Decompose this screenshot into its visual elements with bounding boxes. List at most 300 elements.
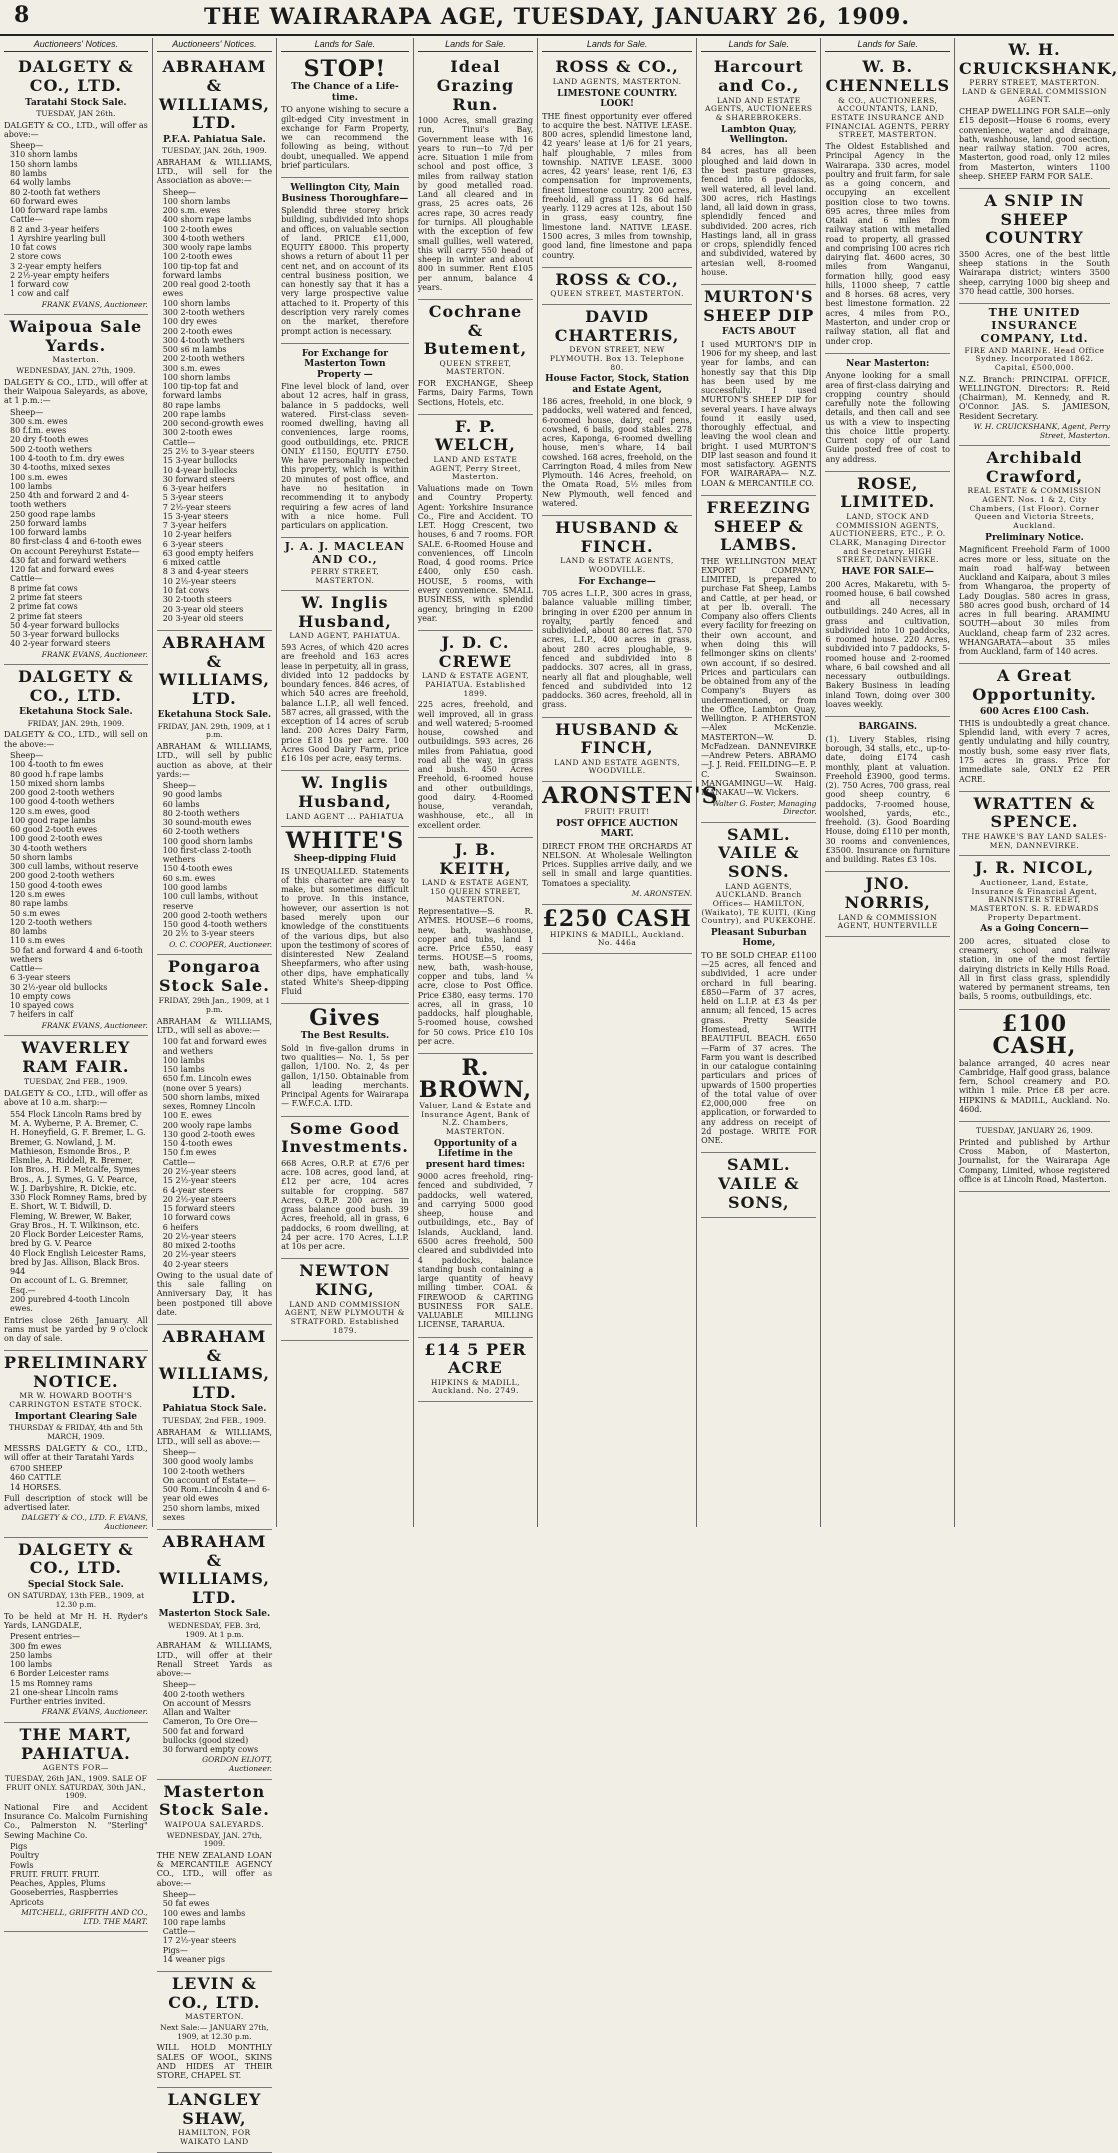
ad-item: Gooseberries, Raspberries — [10, 1888, 118, 1898]
ad-subheading: Valuer, Land & Estate and Insurance Agent, Bank of N.Z. Chambers, MASTERTON. — [419, 1101, 532, 1137]
ad-item: 10 2-year heifers — [162, 530, 232, 540]
ad-item: 10 spayed cows — [10, 1001, 74, 1011]
ad-date: Next Sale:— JANUARY 27th, 1909, at 12.30 p.m. — [160, 2022, 269, 2041]
column-header: Lands for Sale. — [825, 38, 950, 52]
ad-title: As a Going Concern— — [980, 924, 1089, 935]
advertisement — [542, 516, 692, 717]
ad-item: 300 fm ewes — [10, 1641, 62, 1651]
ad-date: THURSDAY & FRIDAY, 4th and 5th MARCH, 1909. — [8, 1423, 143, 1441]
ad-subheading: LAND AND ESTATE AGENTS, AUCTIONEERS & SHAREBROKERS. — [705, 95, 813, 122]
ad-item: 200 rape lambs — [162, 409, 226, 419]
ad-heading: W. B. CHENNELLS — [825, 57, 950, 95]
ad-subheading: LAND AGENT, PAHIATUA. — [289, 631, 401, 641]
column-3 — [277, 38, 414, 1527]
ad-item: 30 sound-mouth ewes — [162, 818, 252, 828]
ad-subheading: LAND AND ESTATE AGENT, Perry Street, Masterton. — [429, 455, 521, 482]
column-header: Auctioneers' Notices. — [4, 38, 148, 52]
ad-item: 50 shorn lambs — [10, 852, 73, 862]
ad-item: 21 one-shear Lincoln rams — [10, 1687, 119, 1697]
ad-date: ON SATURDAY, 13th FEB., 1909, at 12.30 p.m. — [7, 1591, 145, 1610]
ad-body: To be held at Mr H. H. Ryder's Yards, LANGDALE, — [4, 1611, 148, 1631]
ad-item-list — [4, 141, 148, 299]
ad-heading: Waipoua Sale Yards. — [9, 317, 143, 355]
ad-body: THE NEW ZEALAND LOAN & MERCANTILE AGENCY CO., LTD., will offer as above:— — [156, 1850, 273, 1888]
ad-heading: R. BROWN, — [418, 1055, 532, 1104]
ad-title: The Chance of a Life-time. — [291, 82, 399, 103]
ad-heading: WRATTEN & SPENCE. — [973, 793, 1096, 832]
ad-date: FRIDAY, 29th Jan., 1909, at 1 p.m. — [158, 996, 271, 1015]
advertisement — [418, 415, 533, 631]
column-5 — [538, 38, 719, 1527]
ad-heading: Some Good Investments. — [281, 1118, 409, 1157]
ad-item: 400 2-tooth wethers — [162, 1689, 245, 1699]
ad-heading: Gives — [309, 1005, 381, 1032]
ad-title: Lambton Quay, Wellington. — [721, 124, 797, 146]
ad-item: 650 f.m. Lincoln ewes (none over 5 years) — [162, 1074, 252, 1093]
ad-item: 200 purebred 4-tooth Lincoln ewes. — [10, 1295, 130, 1314]
advertisement — [281, 538, 409, 591]
ad-heading: MURTON'S SHEEP DIP — [703, 287, 815, 325]
ad-item: 50 fat and forward 4 and 6-tooth wethers — [10, 945, 143, 964]
ad-item: 14 HORSES. — [10, 1482, 62, 1492]
ad-item: Sheep— — [10, 141, 44, 151]
ad-item: On account of Estate— — [162, 1475, 256, 1485]
column-4 — [414, 38, 538, 1527]
ad-item: 15 3-year steers — [162, 511, 229, 521]
ad-item: 120 s.m ewes, good — [10, 806, 90, 816]
ad-date: TUESDAY, JAN. 26th, 1909. — [162, 146, 267, 156]
ad-subheading: LAND AGENTS, MASTERTON. — [552, 76, 682, 86]
ad-title: Masterton Stock Sale. — [158, 1609, 271, 1620]
ad-item: 100 4-tooth to fm ewes — [10, 760, 104, 770]
advertisement — [542, 782, 719, 905]
ad-item: 60 forward ewes — [10, 196, 78, 206]
ad-signature: W. H. CRUICKSHANK, Agent, Perry Street, Masterton. — [973, 421, 1110, 440]
ad-heading: ROSS & CO., — [555, 269, 679, 289]
ad-heading: A SNIP IN SHEEP COUNTRY — [984, 191, 1085, 248]
ad-item: 10 2½-year steers — [162, 576, 237, 586]
ad-item: 100 rape lambs — [162, 1917, 226, 1927]
page-number: 8 — [14, 2, 30, 28]
ad-subheading: Auctioneer, Land, Estate, Insurance & Financial Agent, BANNISTER STREET, MASTERTON. S. R. EDWARDS Property Department. — [969, 877, 1100, 922]
column-1 — [0, 38, 153, 1926]
ad-title: Important Clearing Sale — [14, 1411, 138, 1422]
advertisement — [959, 189, 1110, 304]
advertisement — [418, 1054, 533, 1338]
ad-heading: W. Inglis Husband, — [298, 773, 392, 811]
ad-heading: WAVERLEY RAM FAIR. — [21, 1038, 131, 1076]
ad-subheading: LAND AGENT ... PAHIATUA — [285, 811, 404, 821]
ad-item: 500 Rom.-Lincoln 4 and 6-year old ewes — [162, 1485, 270, 1504]
ad-item: 100 2-tooth ewes — [162, 252, 233, 262]
ad-item: 60 2-tooth wethers — [162, 827, 240, 837]
ad-item: 200 good 2-tooth wethers — [10, 788, 115, 798]
ad-subheading: PERRY STREET, MASTERTON. — [310, 566, 380, 585]
ad-body: 225 acres, freehold, and well improved, all in grass and well watered; 5-roomed house, cowshed and outbuildings. 593 acres, 26 miles from Pahiatua, good road all the way, in grass and bush. 450 Acres Freehold, 6-roomed house and other outbuildings, good dairy. 4-Roomed house, verandah, washhouse, etc., all in excellent order. — [417, 700, 534, 830]
ad-item: 200 2-tooth wethers — [162, 354, 245, 364]
ad-body: Valuations made on Town and Country Property. Agent: Yorkshire Insurance Co., Fire and Accident. TO LET. Hogg Crescent, two houses, 6 and 7 rooms. FOR SALE. 6-Roomed House and conveniences, off Lincoln Road, 4 good rooms. Price £400, only £50 cash. HOUSE, 5 rooms, with every convenience. SMALL BUSINESS, with splendid agency, bringing in £200 year. — [417, 484, 534, 623]
ad-subheading: HIPKINS & MADILL, Auckland. No. 446a — [549, 929, 685, 948]
ad-item: 8 prime fat cows — [10, 583, 78, 593]
ad-item: 15 forward steers — [162, 1204, 235, 1214]
advertisement — [701, 823, 816, 1154]
ad-item: 300 good wooly lambs — [162, 1457, 254, 1467]
ad-subheading: LAND & ESTATE AGENTS, WOODVILLE. — [560, 556, 674, 575]
ad-item: 300 4-tooth wethers — [162, 233, 245, 243]
ad-item: 2 2½-year empty heifers — [10, 270, 110, 280]
advertisement — [157, 1780, 272, 1972]
ad-item: 80 rape lambs — [162, 400, 221, 410]
ad-heading: Ideal Grazing Run. — [436, 57, 515, 114]
ad-item: 6700 SHEEP — [10, 1464, 63, 1474]
ad-item: 80 mixed 2-tooths — [162, 1241, 236, 1251]
ad-signature: FRANK EVANS, Auctioneer. — [41, 649, 148, 659]
ad-body: 186 acres, freehold, in one block, 9 paddocks, well watered and fenced, 6-roomed house, dairy, calf pens, cowshed, 6 bails, good stables. 278 acres, Kaponga, 6-roomed dwelling house, men's whare, 14 bail cowshed. 168 acres, freehold, on the Carrington Road, 4 miles from New Plymouth. 146 Acres, freehold, on the Omata Road, 5½ miles from New Plymouth, well fenced and watered. — [542, 397, 693, 508]
ad-subheading: LAND & ESTATE AGENT, 150 QUEEN STREET, MASTERTON. — [421, 878, 530, 905]
ad-body: I used MURTON'S DIP in 1906 for my sheep, and last year for lambs, and can honestly say that this Dip has been used by me successfully. I used MURTON'S SHEEP DIP for several years. I have always found it easily used, thoroughly effectual, and leaving the wool clean and bright. I used MURTON'S DIP last season and found it most satisfactory. AGENTS FOR WAIRARAPA— N.Z. LOAN & MERCANTILE CO. — [701, 339, 817, 488]
ad-item: 100 first-class 2-tooth wethers — [162, 845, 252, 865]
ad-heading: Pongaroa Stock Sale. — [159, 957, 270, 995]
ad-item-list — [157, 1448, 272, 1522]
advertisement — [4, 1538, 148, 1723]
ad-item: 150 4-tooth ewes — [162, 864, 233, 874]
ad-heading: ABRAHAM & WILLIAMS, LTD. — [158, 1532, 270, 1607]
ad-item: 1 forward cow — [10, 280, 69, 290]
ad-item: 200 second-growth ewes — [162, 419, 264, 429]
ad-date: WEDNESDAY, JAN. 27th, 1909. — [16, 366, 136, 376]
ad-item: 20 3-year old steers — [162, 613, 244, 623]
advertisement — [4, 1351, 148, 1538]
ad-item: Cattle— — [162, 437, 196, 447]
ad-item: 2 prime fat steers — [10, 611, 83, 621]
ad-body: 3500 Acres, one of the best little sheep stations in the South Wairarapa district; winters 3500 sheep, carrying 1000 big sheep and 370 head cattle, 300 horses. — [959, 249, 1110, 296]
ad-item: 60 good 2-tooth ewes — [10, 825, 98, 835]
ad-item: 120 2-tooth wethers — [10, 917, 92, 927]
ad-subheading: HAMILTON, FOR WAIKATO LAND — [178, 2128, 251, 2147]
ad-heading: J. A. J. MACLEAN AND CO., — [284, 540, 406, 567]
ad-heading: THE UNITED INSURANCE COMPANY, Ltd. — [980, 306, 1089, 345]
ad-body: Sold in five-gallon drums in two qualities— No. 1, 5s per gallon, 1/100. No. 2, 4s per gallon, 1/150. Obtainable from all leading merchants. Principal Agents for Wairarapa— F.W.F.C.A. LTD. — [281, 1043, 409, 1109]
ad-item: 500 shorn lambs, mixed sexes, Romney Lincoln — [162, 1092, 260, 1112]
ad-item: 20 2½-year steers — [162, 1194, 237, 1204]
ad-body: WILL HOLD MONTHLY SALES OF WOOL, SKINS AND HIDES AT THEIR STORE, CHAPEL ST. — [156, 2043, 273, 2081]
ad-heading: PRELIMINARY NOTICE. — [4, 1353, 148, 1391]
ad-item: 150 shorn lambs — [10, 159, 78, 169]
ad-item-list — [4, 1842, 148, 1907]
ad-item: Sheep— — [162, 781, 196, 791]
ad-item: 90 good lambs — [162, 790, 222, 800]
ad-date: WEDNESDAY, FEB. 3rd, 1909. At 1 p.m. — [168, 1620, 261, 1639]
ad-body: 84 acres, has all been ploughed and laid down in the best pasture grasses, fenced into 6 paddocks, well watered, all level land. 300 acres, rich Hastings land, all laid down in grass, splendidly fenced and subdivided. 200 acres, rich Hastings land, all in grass or crops, splendidly fenced and subdivided, watered by artesian well, 8-roomed house. — [701, 147, 817, 277]
ad-item: 1 Ayrshire yearling bull — [10, 233, 106, 243]
ad-item: 30 forward empty cows — [162, 1745, 259, 1755]
advertisement — [959, 446, 1110, 664]
column-header: Auctioneers' Notices. — [157, 38, 272, 52]
advertisement — [157, 1530, 272, 1780]
ad-body: Magnificent Freehold Farm of 1000 acres more or less, situate on the main road half-way between Auckland and Kaipara, about 3 miles from Whangaroa, the property of Lady Douglas. 580 acres in grass, 580 acres good bush, orchard of 14 acres in full bearing. ARAMIMU SOUTH—about 30 miles from Auckland, cheap farm of 232 acres. WHANGARATA—about 35 miles from Auckland, farm of 140 acres. — [959, 545, 1110, 657]
ad-item: 300 cull lambs, without reserve — [10, 862, 139, 872]
ad-body: ABRAHAM & WILLIAMS, LTD., will sell for the Association as above:— — [156, 157, 273, 186]
ad-item: 5 3-year steers — [162, 493, 224, 503]
ad-item: Poultry — [10, 1851, 40, 1861]
advertisement — [825, 55, 950, 353]
ad-title: P.F.A. Pahiatua Sale. — [163, 134, 266, 145]
ad-heading: W. H. CRUICKSHANK, — [959, 40, 1118, 78]
advertisement — [281, 344, 409, 539]
column-header: Lands for Sale. — [701, 38, 816, 52]
ad-title: POST OFFICE AUCTION MART. — [556, 818, 679, 840]
advertisement — [281, 178, 409, 344]
advertisement — [959, 38, 1118, 189]
ad-item: 10 fat cows — [162, 585, 210, 595]
ad-item: Peaches, Apples, Plums — [10, 1879, 106, 1889]
ad-item-list — [157, 1680, 272, 1754]
advertisement — [418, 1338, 533, 1402]
advertisement — [542, 905, 692, 954]
ad-item: 150 mixed shorn lambs — [10, 778, 105, 788]
ad-heading: A Great Opportunity. — [972, 666, 1097, 704]
ad-date: TUESDAY, 2nd FEB., 1909. — [162, 1415, 267, 1425]
ad-item: 100 fat and forward ewes and wethers — [162, 1037, 267, 1056]
ad-item: 80 good h.f rape lambs — [10, 769, 104, 779]
advertisement — [157, 1325, 272, 1530]
advertisement — [281, 55, 409, 178]
ad-item: 150 f.m ewes — [162, 1148, 217, 1158]
ad-item: 100 tip-top fat and forward lambs — [162, 261, 239, 280]
ad-body: IS UNEQUALLED. Statements of this character are easy to make, but sometimes difficult to prove. In this instance, however, our assertion is not based merely upon our knowledge of the constituents of the various dips, but also upon the testimony of scores of disinterested New Zealand Sheepfarmers, who after using other dips, have emphatically stated White's Sheep-dipping Fluid — [281, 866, 409, 997]
ad-body: 200 Acres, Makaretu, with 5-roomed house, 6 bail cowshed and all necessary outbuildings. 240 Acres, all in grass and cultivation, subdivided into 10 paddocks, 6 roomed house. 220 Acres, subdivided into 7 paddocks, 5-roomed house and 2-roomed whare, 6 bail cowshed and all necessary outbuildings. Bakery Business in leading inland Town, doing over 300 loaves weekly. — [825, 579, 950, 710]
ad-signature: MITCHELL, GRIFFITH AND CO., LTD. THE MART. — [21, 1907, 148, 1926]
advertisement — [959, 856, 1110, 1009]
ad-item: 80 rape lambs — [10, 899, 68, 909]
ad-item: 200 s.m. ewes — [162, 206, 221, 216]
newspaper-title: THE WAIRARAPA AGE, TUESDAY, JANUARY 26, 1909. — [204, 4, 910, 30]
ad-item: Further entries invited. — [10, 1697, 106, 1707]
ad-item: 20 2½-year steers — [162, 1167, 237, 1177]
ad-item: 80 f.f.m. ewes — [10, 426, 67, 436]
ad-title: Eketahuna Stock Sale. — [19, 707, 133, 718]
ad-date: TUESDAY, 2nd FEB., 1909. — [24, 1077, 128, 1087]
ad-item: 8 2 and 3-year heifers — [10, 224, 100, 234]
advertisement — [825, 472, 950, 717]
ad-item: Sheep— — [162, 1448, 196, 1458]
ad-item: 15 2½-year steers — [162, 1176, 237, 1186]
ad-item: 100 forward lambs — [10, 528, 87, 538]
ad-item: 300 s.m. ewes — [162, 363, 221, 373]
ad-item: 300 4-tooth wethers — [162, 335, 245, 345]
ad-heading: NEWTON KING, — [299, 1261, 391, 1299]
ad-body: The Oldest Established and Principal Agency in the Wairarapa. 330 acres, model poultry and fruit farm, for sale as a going concern, and occupying an excellent position close to two towns. 695 acres, three miles from Otaki and 6 miles from railway station with metalled road to property, all grassed and comprising 100 acres rich dairying flat. 4600 acres, 30 miles from Wanganui, formation hilly, good easy hills, 11000 sheep, 7 cattle and 8 horses. 68 acres, very best limestone formation. 22 acres, 4 miles from P.O., Masterton, and under crop or railway station, all flat and under crop. — [825, 141, 950, 346]
ad-heading: ROSE, LIMITED. — [840, 473, 936, 512]
ad-item: 120 s.m ewes — [10, 889, 66, 899]
ad-item: 100 shorn lambs — [162, 372, 231, 382]
ad-item: 100 good 2-tooth ewes — [10, 834, 103, 844]
advertisement — [418, 300, 533, 415]
ad-item-list — [4, 1632, 148, 1706]
ad-item: 300 2-tooth ewes — [162, 428, 233, 438]
ad-item: 100 good 4-tooth wethers — [10, 797, 115, 807]
ad-item: 100 good shorn lambs — [162, 836, 253, 846]
advertisement — [542, 55, 692, 267]
ad-subheading: FIRE AND MARINE. Head Office Sydney. Incorporated 1862. Capital, £500,000. — [964, 345, 1105, 372]
ad-item: On account of L. G. Bremner, Esq.— — [10, 1276, 129, 1295]
ad-body: THE WELLINGTON MEAT EXPORT COMPANY, LIMITED, is prepared to purchase Fat Sheep, Lambs and Cattle, at per head, or at per lb. overall. The Company also offers Clients every facility for freezing on their own account, and when doing this will fellmonger skins on clients' own account, if so desired. Prices and particulars can be obtained from any of the Company's Buyers as undermentioned, or from the Office, Lambton Quay, Wellington. P. ATHERSTON—Alex McKenzie. MASTERTON—W. D. McFadzean. DANNEVIRKE—Andrew Peters. ABRAMO—J. J. Reid. FEILDING—E. P. C. Swainson. MANGAMINGU—W. Haig. MANAKAU—W. Vickers. — [701, 556, 817, 798]
advertisement — [4, 665, 148, 1036]
ad-signature: O. C. COOPER, Auctioneer. — [169, 939, 273, 949]
ad-item: 200 good 2-tooth wethers — [10, 871, 115, 881]
ad-item: 100 shorn lambs — [162, 298, 231, 308]
ad-item: 330 Flock Romney Rams, bred by E. Short, W. T. Bidwill, D. Fleming, W. Brewer, W. Baker, Gray Bros., H. T. Wilkinson, etc. — [10, 1193, 147, 1230]
advertisement — [4, 55, 148, 315]
ad-signature: Walter G. Foster, Managing Director. — [712, 798, 817, 817]
ad-item: 250 4th and forward 2 and 4-tooth wethers — [10, 491, 130, 510]
advertisement — [281, 1004, 409, 1116]
advertisement — [825, 717, 950, 872]
ad-item: 110 s.m ewes — [10, 936, 66, 946]
ad-item: 50 s.m ewes — [10, 908, 60, 918]
ad-signature: FRANK EVANS, Auctioneer. — [41, 299, 148, 309]
ad-item: Sheep— — [162, 1890, 196, 1900]
ad-item: 300 2-tooth wethers — [162, 308, 245, 317]
ad-item: 30 2½-year old bullocks — [10, 982, 108, 992]
ad-heading: THE MART, PAHIATUA. — [19, 1725, 133, 1763]
ad-title: Taratahi Stock Sale. — [25, 97, 127, 108]
column-2 — [153, 38, 277, 2147]
ad-body: Anyone looking for a small area of first-class dairying and cropping country should carefully note the following details, and then call and see us with a view to inspecting this choice little property. Current copy of our Land Guide posted free of cost to any address. — [825, 371, 950, 464]
advertisement — [281, 1259, 409, 1341]
ad-body: 705 acres L.I.P., 300 acres in grass, balance valuable milling timber, bringing in over £200 per annum in royalty, partly fenced and subdivided, about 80 acres flat. 570 acres, L.I.P., 400 acres in grass, about 280 acres ploughable, 9-fenced and subdivided into 8 paddocks. 307 acres, all in grass, nearly all flat and ploughable, well fenced and subdivided into 12 paddocks. 360 acres, freehold, all in grass. — [542, 589, 693, 710]
advertisement — [157, 2088, 272, 2152]
ad-title: House Factor, Stock, Station and Estate Agent, — [545, 374, 690, 395]
ad-item: 10 forward cows — [162, 1213, 231, 1223]
column-7 — [821, 38, 955, 1527]
ad-heading: W. Inglis Husband, — [298, 593, 392, 631]
ad-date: FRIDAY, JAN. 29th, 1909, at 1 p.m. — [157, 721, 272, 740]
ad-heading: Masterton Stock Sale. — [159, 1781, 270, 1820]
ad-signature: FRANK EVANS, Auctioneer. — [41, 1707, 148, 1717]
ad-title: Pahiatua Stock Sale. — [162, 1404, 267, 1415]
column-6 — [697, 38, 821, 1527]
ad-subheading: PERRY STREET, MASTERTON. LAND & GENERAL COMMISSION AGENT. — [962, 78, 1107, 105]
ad-item: 20 dry f-tooth ewes — [10, 435, 89, 445]
ad-item: 7 2½-year steers — [162, 502, 232, 512]
ad-item: 30 forward steers — [162, 474, 235, 484]
ad-heading: LANGLEY SHAW, — [167, 2090, 262, 2128]
ad-signature: M. ARONSTEN. — [631, 888, 693, 898]
ad-heading: DALGETY & CO., LTD. — [17, 57, 134, 95]
ad-item: Sheep— — [162, 1680, 196, 1690]
ad-heading: Harcourt and Co., — [713, 57, 804, 95]
ad-item: Apricots — [10, 1897, 44, 1907]
ad-date: FRIDAY, JAN. 29th, 1909. — [27, 718, 125, 728]
ad-heading: J. R. NICOL, — [974, 858, 1095, 878]
advertisement — [281, 591, 409, 771]
ad-item: 250 good rape lambs — [10, 509, 96, 519]
ad-body: 668 Acres, O.R.P. at £7/6 per acre. 108 acres, good land, at £12 per acre, 104 acres suitable for cropping. 587 Acres, O.R.P. 200 acres in grass balance good bush. 39 Acres, freehold, all in grass, 6 paddocks, 6 room dwelling, at 24 per acre. 170 Acres, L.I.P. at 10s per acre. — [281, 1158, 409, 1252]
ad-item: 6 3-year steers — [162, 539, 224, 549]
column-8 — [955, 38, 1118, 1527]
ad-subheading: LAND AGENTS, AUCKLAND. Branch Offices— HAMILTON, (Waikato), TE KUITI, (King Country), and PUKEKOHE. — [701, 881, 817, 926]
column-header: Lands for Sale. — [281, 38, 409, 52]
advertisement — [542, 718, 692, 782]
advertisement — [157, 631, 272, 955]
ad-subheading: QUEEN STREET, MASTERTON. — [439, 358, 512, 377]
ad-item: Sheep— — [10, 407, 44, 417]
ad-item: 6 heifers — [162, 1222, 199, 1232]
ad-subheading: LAND AND COMMISSION AGENT, NEW PLYMOUTH & STRATFORD. Established 1879. — [284, 1299, 405, 1335]
advertisement — [825, 872, 950, 936]
ad-title: Opportunity of a Lifetime in the present hard times: — [425, 1138, 526, 1170]
ad-item: 6 3-year heifers — [162, 484, 227, 494]
ad-item: 20 3-year old steers — [162, 604, 244, 614]
ad-subheading: LAND & COMMISSION AGENT, HUNTERVILLE — [837, 912, 938, 931]
ad-item: 100 lambs — [162, 1055, 205, 1065]
ad-item: Cattle— — [162, 1157, 196, 1167]
ad-item: 100 lambs — [10, 1660, 52, 1670]
ad-item: 6 mixed cattle — [162, 558, 221, 568]
ad-body: Printed and published by Arthur Cross Mabon, of Masterton, Journalist, for the Wairarapa Age Company, Limited, whose registered office is at Lincoln Road, Masterton. — [959, 1137, 1110, 1184]
ad-extra: Owing to the usual date of this sale falling on Anniversary Day, it has been postponed till above date. — [156, 1270, 273, 1317]
ad-item: 20 2½-year steers — [162, 1250, 237, 1260]
ad-item: 100 shorn lambs — [162, 196, 231, 206]
ad-title: 600 Acres £100 Cash. — [980, 706, 1089, 717]
ad-heading: ARONSTEN'S — [542, 783, 719, 810]
ad-item: 250 lambs — [10, 1650, 52, 1660]
ad-heading: ABRAHAM & WILLIAMS, LTD. — [158, 57, 270, 133]
advertisement — [959, 304, 1110, 446]
ad-item: 2 prime fat cows — [10, 602, 78, 612]
ad-subheading: WAIPOUA SALEYARDS. — [164, 1819, 265, 1829]
advertisement — [418, 631, 533, 838]
ad-heading: DALGETY & CO., LTD. — [17, 667, 134, 705]
ad-body: 9000 acres freehold, ring-fenced and subdivided, 7 paddocks, well watered, and carrying 5000 good sheep, house and outbuildings, etc., Bay of Islands, Auckland, land. 6500 acres freehold, 500 cleared and subdivided into 4 paddocks, balance standing bush containing a large quantity of heavy milling timber. COAL & FIREWOOD & CARTING BUSINESS FOR SALE. VALUABLE MILLING LICENSE, TARARUA. — [417, 1172, 534, 1330]
ad-item: 64 wolly lambs — [10, 178, 71, 188]
advertisement — [281, 771, 409, 827]
ad-item: 7 3-year heifers — [162, 521, 227, 531]
ad-title: HAVE FOR SALE— — [841, 567, 934, 578]
advertisement — [542, 268, 692, 305]
ad-item: 80 2-tooth wethers — [162, 808, 240, 818]
ad-item: 554 Flock Lincoln Rams bred by M. A. Wyberne, P. A. Bremer, C. H. Honeyfield, G. F. Bremer, L. G. Bremer, G. Nowland, J. M. Mathieson, Esmonde Bros., P. Elsmlie, A. Riddell, R. Bremer, Ion Bros., H. P. Metcalfe, Symes Bros., A. J. Symes, G. V. Pearce, W. J. Darbyshire, R. Dickie, etc. — [10, 1109, 146, 1193]
ad-item: 200 2-tooth ewes — [162, 326, 233, 336]
ad-body: THIS is undoubtedly a great chance. Splendid land, with every 7 acres, gently undulating and hilly country, mostly bush, some easy river flats, 175 acres in grass. Price for immediate sale, ONLY £2 PER ACRE. — [959, 718, 1110, 784]
ad-item: 60 s.m. ewes — [162, 873, 216, 883]
ad-item-list — [157, 188, 272, 623]
ad-heading: ROSS & CO., — [555, 57, 679, 77]
ad-title: Pleasant Suburban Home, — [710, 927, 807, 949]
ad-title: Near Masterton: — [846, 358, 930, 369]
ad-item: 100 good rape lambs — [10, 815, 96, 825]
ad-heading: J. D. C. CREWE — [438, 633, 513, 671]
ad-item: 40 2-year forward steers — [10, 639, 111, 649]
ad-item: Cattle— — [10, 964, 43, 974]
ad-item: 30 4-tooth wethers — [10, 843, 87, 853]
advertisement — [701, 1153, 816, 1218]
ad-item: 80 first-class 4 and 6-tooth ewes — [10, 537, 142, 547]
ad-item: Sheep— — [162, 187, 196, 197]
ad-item: 80 lambs — [10, 927, 47, 937]
ad-heading: JNO. NORRIS, — [844, 874, 931, 912]
ad-item: 200 good 2-tooth wethers — [162, 910, 268, 920]
ad-item: 100 E. ewes — [162, 1111, 212, 1121]
ad-heading: WHITE'S — [285, 828, 405, 855]
ad-item: 100 cull lambs, without reserve — [162, 892, 259, 911]
advertisement — [959, 792, 1110, 856]
ad-body: Splendid three storey brick building, subdivided into shops and offices, on valuable section of land. PRICE £11,000, EQUITY £8000. This property shows a return of about 11 per cent net, and on account of its central business position, we can honestly say that it has a very large prospective value attached to it. Property of this description very rarely comes on the market, therefore prompt action is necessary. — [281, 206, 409, 336]
advertisement — [959, 1122, 1110, 1192]
ad-item: 100 ewes and lambs — [162, 1908, 246, 1918]
advertisement — [542, 305, 692, 516]
